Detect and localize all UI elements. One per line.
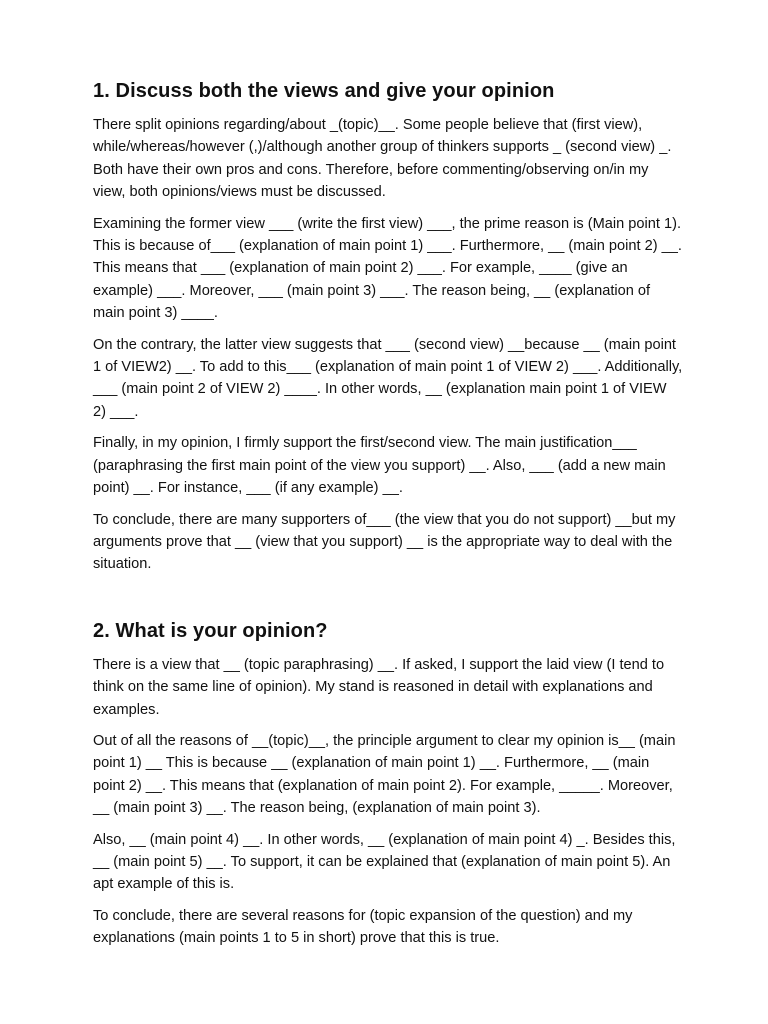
document-content [93,78,683,959]
section-1-title: 1. Discuss both the views and give your opinion [93,80,555,102]
section-1-paragraph-1: There split opinions regarding/about _(topic)__. Some people believe that (first view), while/whereas/however (,)/although another group of thinkers supports _ (second view) _. Both have their own pros and cons. Therefore, before commenting/observing on/in my view, both opinions/views must be discussed. [93,117,672,201]
section-1-paragraph-5: To conclude, there are many supporters of___ (the view that you do not support) __but my arguments prove that __ (view that you support) __ is the appropriate way to deal with the situation. [93,511,676,573]
section-2-paragraph-3: Also, __ (main point 4) __. In other words, __ (explanation of main point 4) _. Besides this, __ (main point 5) __. To support, it can be explained that (explanation of main point 5). An apt example of this is. [93,831,676,893]
section-2 [93,618,683,950]
section-2-paragraph-2: Out of all the reasons of __(topic)__, the principle argument to clear my opinion is__ (main point 1) __ This is because __ (explanation of main point 1) __. Furthermore, __ (main point 2) __. This means that (explanation of main point 2). For example, _____. Moreover, __ (main point 3) __. The reason being, (explanation of main point 3). [93,732,676,817]
section-2-paragraph-1: There is a view that __ (topic paraphrasing) __. If asked, I support the laid view (I tend to think on the same line of opinion). My stand is reasoned in detail with explanations and examples. [93,656,665,718]
section-1-paragraph-3: On the contrary, the latter view suggests that ___ (second view) __because __ (main point 1 of VIEW2) __. To add to this___ (explanation of main point 1 of VIEW 2) ___. Additionally, ___ (main point 2 of VIEW 2) ____. In other words, __ (explanation main point 1 of VIEW 2) ___. [93,336,683,420]
section-1 [93,78,683,576]
section-1-paragraph-2: Examining the former view ___ (write the first view) ___, the prime reason is (Main point 1). This is because of___ (explanation of main point 1) ___. Furthermore, __ (main point 2) __. This means that ___ (explanation of main point 2) ___. For example, ____ (give an example) ___. Moreover, ___ (main point 3) ___. The reason being, __ (explanation of main point 3) ____. [93,215,682,322]
section-1-paragraph-4: Finally, in my opinion, I firmly support the first/second view. The main justification___ (paraphrasing the first main point of the view you support) __. Also, ___ (add a new main point) __. For instance, ___ (if any example) __. [93,435,666,497]
section-2-title: 2. What is your opinion? [93,619,328,642]
section-2-paragraph-4: To conclude, there are several reasons for (topic expansion of the question) and my explanations (main points 1 to 5 in short) prove that this is true. [93,907,633,947]
